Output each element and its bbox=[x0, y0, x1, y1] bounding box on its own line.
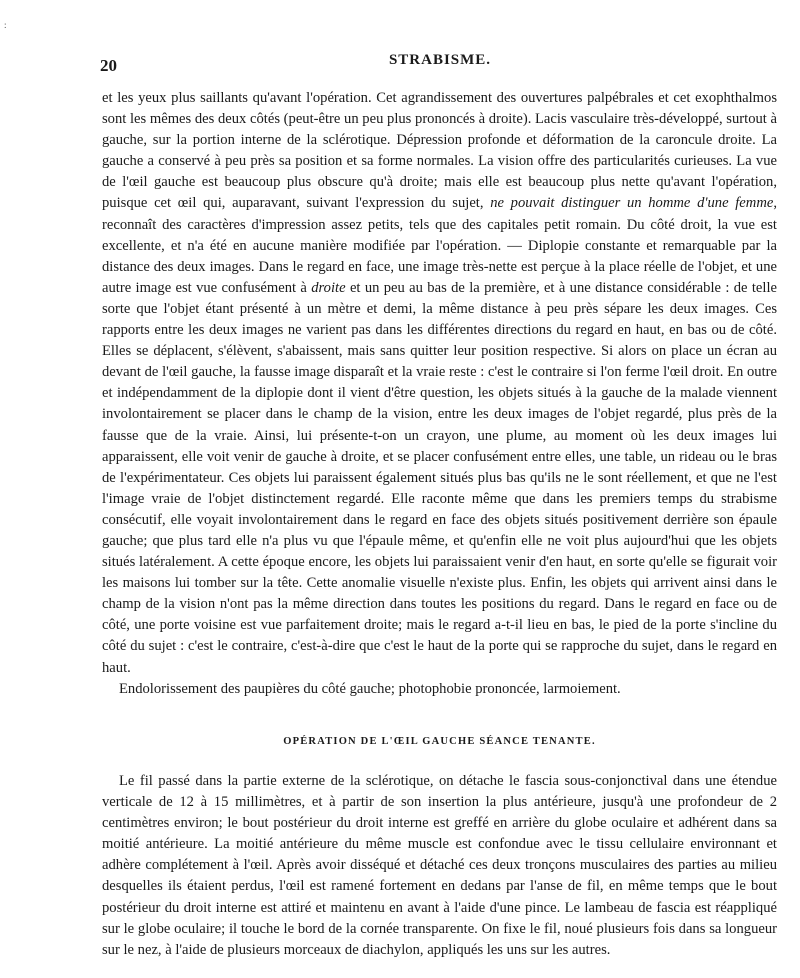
italic-quote: ne pouvait distinguer un homme d'une femme bbox=[490, 195, 774, 212]
body-text bbox=[102, 88, 777, 700]
italic-word: droite bbox=[311, 279, 346, 296]
paragraph-part: et un peu au bas de la première, et à une distance considérable : de telle sorte que l'objet étant présenté à un mètre et demi, la même distance à peu près sépare les deux images. Ces rapports entre les deux images ne varient pas dans les différentes directions du regard en haut, en bas ou de côté. Elles se déplacent, s'élèvent, s'abaissent, mais sans quitter leur position respective. Si alors on place un écran au devant de l'œil gauche, la fausse image disparaît et la vraie reste : c'est le contraire si l'on ferme l'œil droit. En outre et indépendamment de la diplopie dont il vient d'être question, les objets situés à la gauche de la malade viennent involontairement se placer dans le champ de la vision, entre les deux images de l'objet regardé, plus près de la fausse que de la vraie. Ainsi, lui présente-t-on un crayon, une plume, au moment où les deux images lui apparaissent, elle voit venir de gauche à droite, et se placer confusément entre elles, une table, un rideau ou le bras de l'expérimentateur. Ces objets lui paraissent également situés plus bas qu'ils ne le sont réellement, et que ne l'est l'image vraie de l'objet distinctement regardé. Elle raconte même que dans les premiers temps du strabisme consécutif, elle voyait involontairement dans le regard en face des objets situés positivement derrière son épaule gauche; que plus tard elle n'a plus vu que l'épaule même, et qu'enfin elle ne voit plus aujourd'hui que les objets situés latéralement. A cette époque encore, les objets lui paraissaient venir d'en haut, en sorte qu'elle se figurait voir les maisons lui tomber sur la tête. Cette anomalie visuelle n'existe plus. Enfin, les objets qui arrivent ainsi dans le champ de la vision n'ont pas la même direction dans toutes les positions du regard. Dans le regard en face ou de côté, une porte voisine est vue parfaitement droite; mais le regard a-t-il lieu en bas, le pied de la porte s'incline du côté du sujet : c'est le contraire, c'est-à-dire que c'est le haut de la porte qui se rapproche du sujet, dans le regard en haut. bbox=[102, 279, 777, 676]
section-text bbox=[102, 771, 777, 961]
page-header bbox=[100, 52, 780, 78]
page-number: 20 bbox=[100, 56, 117, 75]
paragraph-observation bbox=[102, 88, 777, 679]
paragraph-symptoms: Endolorissement des paupières du côté gauche; photophobie prononcée, larmoiement. bbox=[119, 680, 621, 697]
running-title: STRABISME. bbox=[388, 52, 492, 68]
margin-marks: : bbox=[4, 20, 7, 30]
paragraph-part: , reconnaît des caractères d'impression assez petits, tels que des capitales petit romain. Du côté droit, la vue est excellente, et n'a été en aucune manière modifiée par l'opération. — Diplopie constante et remarquable par la distance des deux images. Dans le regard en face, une image très-nette est perçue à la place réelle de l'objet, et une autre image est vue confusément à bbox=[102, 195, 777, 296]
paragraph-part: et les yeux plus saillants qu'avant l'opération. Cet agrandissement des ouvertures palpébrales et cet exophthalmos sont les mêmes des deux côtés (peut-être un peu plus prononcés à droite). Lacis vasculaire très-développé, surtout à gauche, sur la portion interne de la sclérotique. Dépression profonde et déformation de la caroncule droite. La gauche a conservé à peu près sa position et sa forme normales. La vision offre des particularités curieuses. La vue de l'œil gauche est beaucoup plus obscure qu'à droite; mais elle est beaucoup plus nette qu'avant l'opération, puisque cet œil qui, auparavant, suivant l'expression du sujet, bbox=[102, 90, 777, 212]
paragraph-operation: Le fil passé dans la partie externe de la sclérotique, on détache le fascia sous-conjonctival dans une étendue verticale de 12 à 15 millimètres, et à partir de son insertion la plus antérieure, jusqu'à une profondeur de 2 centimètres environ; le bout postérieur du droit interne est greffé en arrière du globe oculaire et adhérent dans sa moitié antérieure. La moitié antérieure du même muscle est confondue avec le tissu cellulaire environnant et adhère complétement à l'œil. Après avoir disséqué et détaché ces deux tronçons musculaires des parties au milieu desquelles ils étaient perdus, l'œil est ramené fortement en dedans par l'anse de fil, en même temps que le bout postérieur du droit interne est attiré et maintenu en avant à l'aide d'une pince. Le lambeau de fascia est réappliqué sur le globe oculaire; il touche le bord de la cornée transparente. On fixe le fil, noué plusieurs fois dans sa longueur sur le nez, à l'aide de plusieurs morceaux de diachylon, appliqués les uns sur les autres. bbox=[102, 773, 777, 958]
section-heading: OPÉRATION DE L'ŒIL GAUCHE SÉANCE TENANTE. bbox=[283, 736, 596, 747]
